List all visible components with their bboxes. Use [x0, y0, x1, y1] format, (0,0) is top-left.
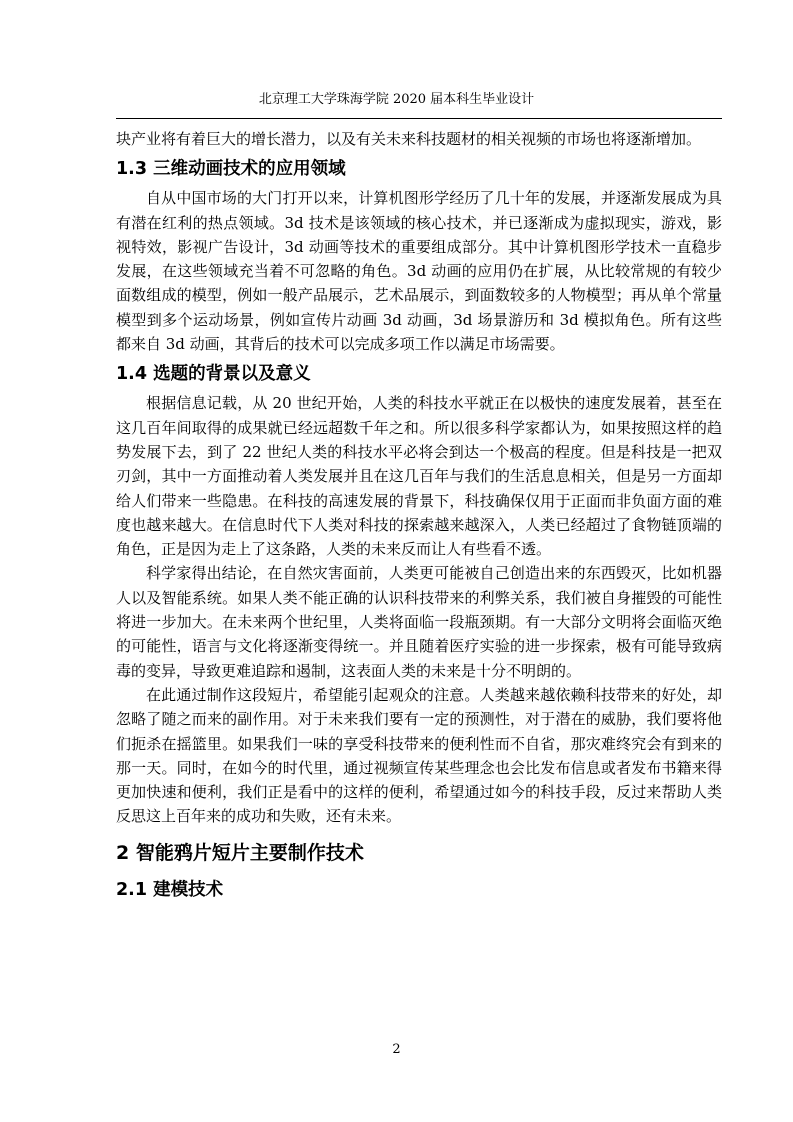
page-number: 2: [392, 1042, 401, 1057]
paragraph-background-1: 根据信息记载，从 20 世纪开始，人类的科技水平就正在以极快的速度发展着，甚至在这几百年间取得的成果就已经远超数千年之和。所以很多科学家都认为，如果按照这样的趋势发展下去，到了 22 世纪人类的科技水平必将会到达一个极高的程度。但是科技是一把双刃剑，其中一方面推动着人类发展并且在这几百年与我们的生活息息相关，但是另一方面却给人们带来一些隐患。在科技的高速发展的背景下，科技确保仅用于正面而非负面方面的难度也越来越大。在信息时代下人类对科技的探索越来越深入，人类已经超过了食物链顶端的角色，正是因为走上了这条路，人类的未来反而让人有些看不透。: [116, 394, 722, 559]
paragraph-background-2: 科学家得出结论，在自然灾害面前，人类更可能被自己创造出来的东西毁灭，比如机器人以及智能系统。如果人类不能正确的认识科技带来的利弊关系，我们被自身摧毁的可能性将进一步加大。在未来两个世纪里，人类将面临一段瓶颈期。有一大部分文明将会面临灭绝的可能性，语言与文化将逐渐变得统一。并且随着医疗实验的进一步探索，极有可能导致病毒的变异，导致更难追踪和遏制，这表面人类的未来是十分不明朗的。: [116, 564, 722, 680]
section-heading-1-3: 1.3 三维动画技术的应用领域: [116, 159, 346, 180]
page-body: [116, 127, 722, 907]
running-header: 北京理工大学珠海学院 2020 届本科生毕业设计: [258, 92, 535, 107]
paragraph-animation-applications: 自从中国市场的大门打开以来，计算机图形学经历了几十年的发展，并逐渐发展成为具有潜在红利的热点领域。3d 技术是该领域的核心技术，并已逐渐成为虚拟现实，游戏，影视特效，影视广告设计，3d 动画等技术的重要组成部分。其中计算机图形学技术一直稳步发展，在这些领域充当着不可忽略的角色。3d 动画的应用仍在扩展，从比较常规的有较少面数组成的模型，例如一般产品展示，艺术品展示，到面数较多的人物模型；再从单个常量模型到多个运动场景，例如宣传片动画 3d 动画，3d 场景游历和 3d 模拟角色。所有这些都来自 3d 动画，其背后的技术可以完成多项工作以满足市场需要。: [116, 189, 722, 354]
header-divider: [116, 118, 722, 119]
chapter-heading-2: 2 智能鸦片短片主要制作技术: [116, 841, 364, 864]
section-heading-2-1: 2.1 建模技术: [116, 879, 224, 900]
paragraph-background-3: 在此通过制作这段短片，希望能引起观众的注意。人类越来越依赖科技带来的好处，却忽略了随之而来的副作用。对于未来我们要有一定的预测性，对于潜在的威胁，我们要将他们扼杀在摇篮里。如果我们一味的享受科技带来的便利性而不自省，那灾难终究会有到来的那一天。同时，在如今的时代里，通过视频宣传某些理念也会比发布信息或者发布书籍来得更加快速和便利，我们正是看中的这样的便利，希望通过如今的科技手段，反过来帮助人类反思这上百年来的成功和失败，还有未来。: [116, 685, 722, 826]
paragraph-continued: 块产业将有着巨大的增长潜力，以及有关未来科技题材的相关视频的市场也将逐渐增加。: [116, 130, 702, 148]
section-heading-1-4: 1.4 选题的背景以及意义: [116, 364, 311, 385]
